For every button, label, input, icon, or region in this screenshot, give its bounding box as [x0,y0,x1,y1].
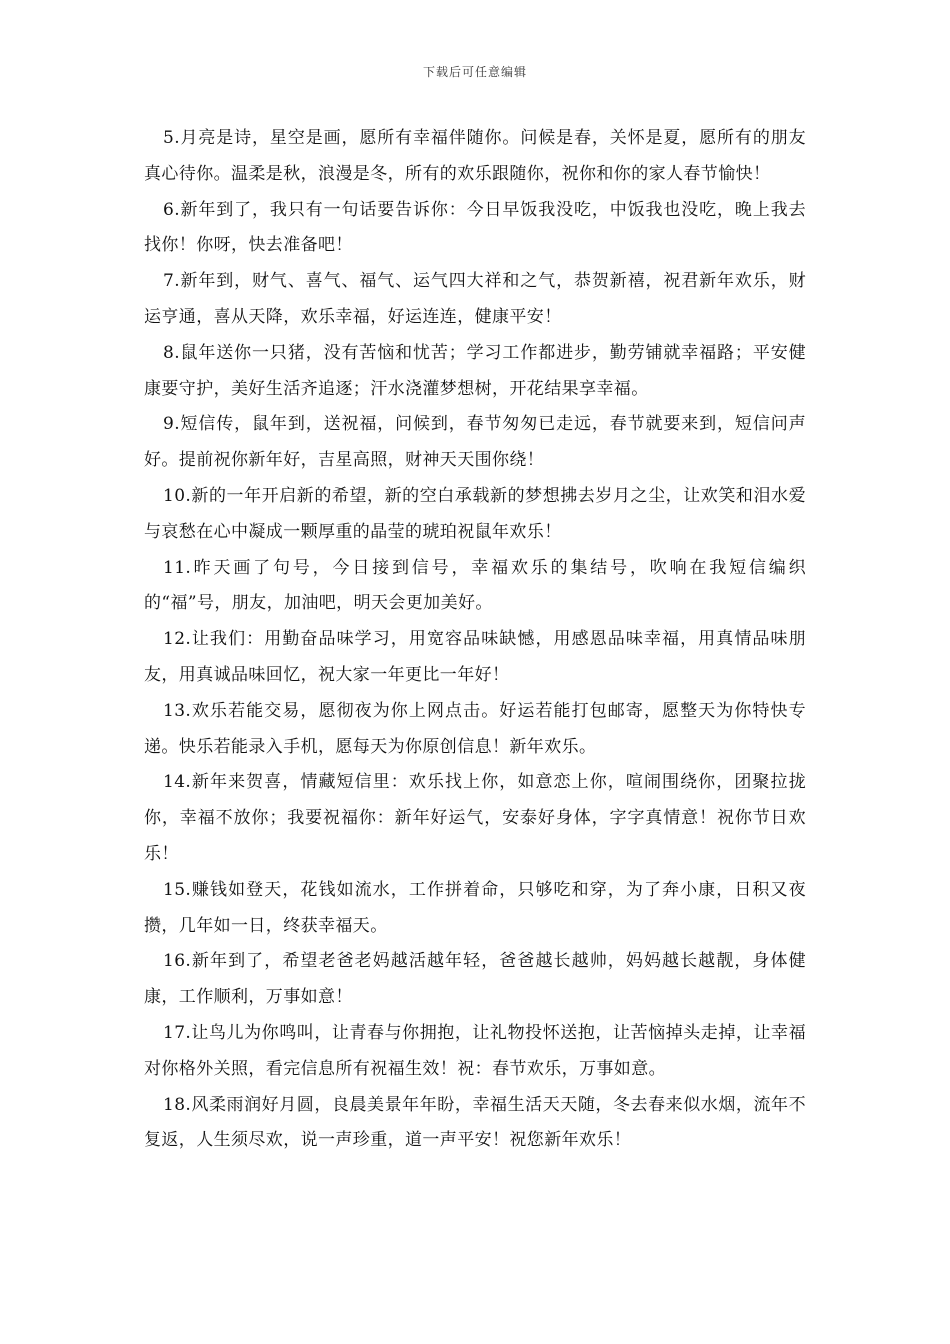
paragraph-15: 15.赚钱如登天，花钱如流水，工作拼着命，只够吃和穿，为了奔小康，日积又夜攒，几年如一日，终获幸福天。 [144,879,806,936]
paragraph-9: 9.短信传，鼠年到，送祝福，问候到，春节匆匆已走远，春节就要来到，短信问声好。提前祝你新年好，吉星高照，财神天天围你绕！ [144,414,806,471]
paragraph-10: 10.新的一年开启新的希望，新的空白承载新的梦想拂去岁月之尘，让欢笑和泪水爱与哀愁在心中凝成一颗厚重的晶莹的琥珀祝鼠年欢乐！ [144,485,806,542]
paragraph-12: 12.让我们：用勤奋品味学习，用宽容品味缺憾，用感恩品味幸福，用真情品味朋友，用真诚品味回忆，祝大家一年更比一年好！ [144,629,806,685]
paragraph-14: 14.新年来贺喜，情藏短信里：欢乐找上你，如意恋上你，喧闹围绕你，团聚拉拢你，幸福不放你；我要祝福你：新年好运气，安泰好身体，字字真情意！祝你节日欢乐！ [144,772,806,864]
document-body [144,121,806,1159]
paragraph-11: 11.昨天画了句号，今日接到信号，幸福欢乐的集结号，吹响在我短信编织的“福”号，朋友，加油吧，明天会更加美好。 [144,557,806,614]
paragraph-18: 18.风柔雨润好月圆，良晨美景年年盼，幸福生活天天随，冬去春来似水烟，流年不复返，人生须尽欢，说一声珍重，道一声平安！祝您新年欢乐！ [144,1094,806,1151]
paragraph-7: 7.新年到，财气、喜气、福气、运气四大祥和之气，恭贺新禧，祝君新年欢乐，财运亨通，喜从天降，欢乐幸福，好运连连，健康平安！ [144,271,806,327]
page-header-note: 下载后可任意编辑 [422,65,527,79]
paragraph-5: 5.月亮是诗，星空是画，愿所有幸福伴随你。问候是春，关怀是夏，愿所有的朋友真心待你。温柔是秋，浪漫是冬，所有的欢乐跟随你，祝你和你的家人春节愉快！ [144,128,806,184]
paragraph-8: 8.鼠年送你一只猪，没有苦恼和忧苦；学习工作都进步，勤劳铺就幸福路；平安健康要守护，美好生活齐追逐；汗水浇灌梦想树，开花结果享幸福。 [144,342,806,399]
paragraph-6: 6.新年到了，我只有一句话要告诉你：今日早饭我没吃，中饭我也没吃，晚上我去找你！你呀，快去准备吧！ [144,199,806,256]
paragraph-17: 17.让鸟儿为你鸣叫，让青春与你拥抱，让礼物投怀送抱，让苦恼掉头走掉，让幸福对你格外关照，看完信息所有祝福生效！祝：春节欢乐，万事如意。 [144,1022,806,1079]
paragraph-16: 16.新年到了，希望老爸老妈越活越年轻，爸爸越长越帅，妈妈越长越靓，身体健康，工作顺利，万事如意！ [144,951,806,1008]
paragraph-13: 13.欢乐若能交易，愿彻夜为你上网点击。好运若能打包邮寄，愿整天为你特快专递。快乐若能录入手机，愿每天为你原创信息！新年欢乐。 [144,700,806,757]
